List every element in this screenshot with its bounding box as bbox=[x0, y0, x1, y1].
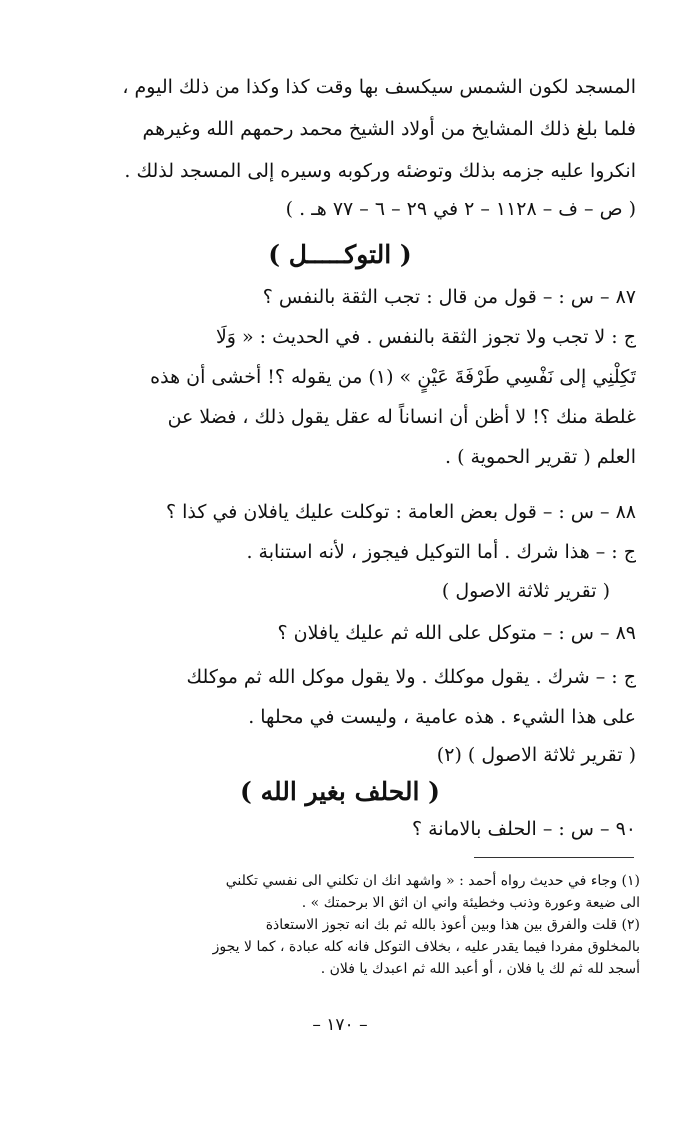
source-88: ( تقرير ثلاثة الاصول ) bbox=[441, 580, 610, 602]
text-line-3: انكروا عليه جزمه بذلك وتوضئه وركوبه وسيره إلى المسجد لذلك . bbox=[124, 160, 636, 182]
text-line-1: المسجد لكون الشمس سيكسف بها وقت كذا وكذا من ذلك اليوم ، bbox=[122, 76, 636, 98]
answer-87-line-3: غلطة منك ؟! لا أظن أن انساناً له عقل يقول ذلك ، فضلا عن bbox=[167, 406, 636, 428]
text-line-2: فلما بلغ ذلك المشايخ من أولاد الشيخ محمد رحمهم الله وغيرهم bbox=[142, 118, 636, 140]
answer-87-line-2: تَكِلْنِي إلى نَفْسِي طَرْفَةَ عَيْنٍ » (١) من يقوله ؟! أخشى أن هذه bbox=[150, 366, 636, 388]
section-heading-oath: ( الحلف بغير الله ) bbox=[240, 777, 440, 806]
question-88: ٨٨ – س : – قول بعض العامة : توكلت عليك يافلان في كذا ؟ bbox=[165, 501, 636, 523]
answer-87-line-1: ج : لا تجب ولا تجوز الثقة بالنفس . في الحديث : « وَلَا bbox=[215, 326, 636, 348]
answer-87-line-4: العلم ( تقرير الحموية ) . bbox=[445, 446, 636, 468]
footnote-divider bbox=[474, 857, 634, 858]
answer-89-line-1: ج : – شرك . يقول موكلك . ولا يقول موكل الله ثم موكلك bbox=[186, 666, 636, 688]
footnote-2-line-3: أسجد لله ثم لك يا فلان ، أو أعبد الله ثم اعبدك يا فلان . bbox=[320, 961, 640, 977]
question-87: ٨٧ – س : – قول من قال : تجب الثقة بالنفس ؟ bbox=[262, 286, 636, 308]
footnote-2-line-2: بالمخلوق مفردا فيما يقدر عليه ، بخلاف التوكل فانه كله عبادة ، كما لا يجوز bbox=[212, 939, 640, 955]
page-number: – ١٧٠ – bbox=[312, 1015, 368, 1035]
footnote-1-line-2: الى ضيعة وعورة وذنب وخطيئة واني ان اثق الا برحمتك » . bbox=[301, 895, 640, 911]
question-89: ٨٩ – س : – متوكل على الله ثم عليك يافلان ؟ bbox=[277, 622, 636, 644]
footnote-1-line-1: (١) وجاء في حديث رواه أحمد : « واشهد انك ان تكلني الى نفسي تكلني bbox=[225, 873, 640, 889]
question-90: ٩٠ – س : – الحلف بالامانة ؟ bbox=[411, 818, 636, 840]
footnote-2-line-1: (٢) قلت والفرق بين هذا وبين أعوذ بالله ثم بك انه تجوز الاستعاذة bbox=[265, 917, 640, 933]
source-89: ( تقرير ثلاثة الاصول ) (٢) bbox=[436, 744, 636, 766]
reference-line: ( ص – ف – ١١٢٨ – ٢ في ٢٩ – ٦ – ٧٧ هـ . ) bbox=[285, 198, 636, 220]
answer-89-line-2: على هذا الشيء . هذه عامية ، وليست في محلها . bbox=[248, 706, 636, 728]
answer-88: ج : – هذا شرك . أما التوكيل فيجوز ، لأنه استنابة . bbox=[246, 541, 636, 563]
section-heading-tawakkul: ( التوكـــــل ) bbox=[268, 240, 412, 269]
